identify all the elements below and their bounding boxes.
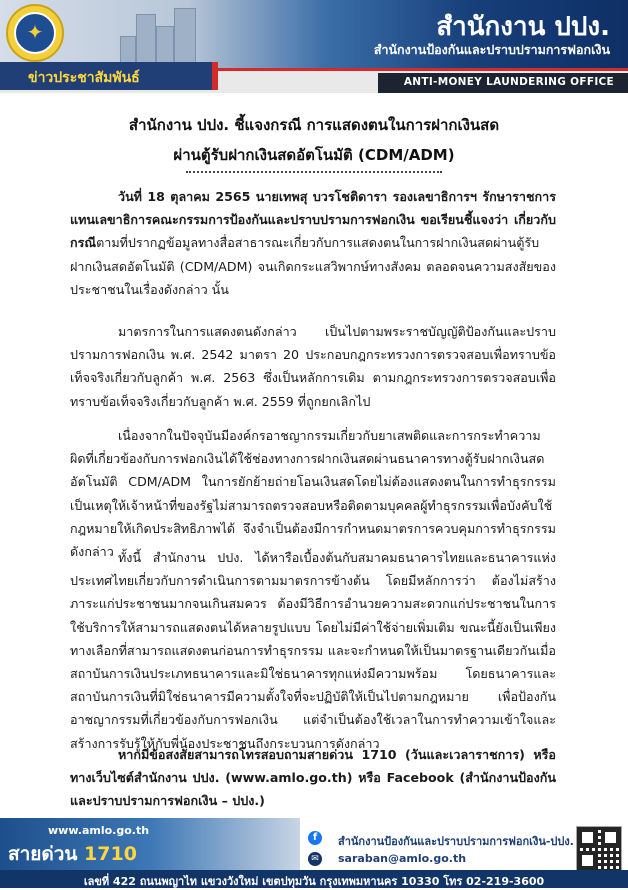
org-full-name: สำนักงานป้องกันและปราบปรามการฟอกเงิน — [373, 42, 610, 57]
article-title-line1: สำนักงาน ปปง. ชี้แจงกรณี การแสดงตนในการฝากเงินสด — [128, 116, 500, 134]
section-tab-label: ข่าวประชาสัมพันธ์ — [28, 70, 140, 86]
hotline-label: สายด่วน — [8, 843, 78, 865]
amlo-logo-icon: ✦ — [6, 4, 64, 62]
paragraph-3-body: เนื่องจากในปัจจุบันมีองค์กรอาชญากรรมเกี่ยวกับยาเสพติดและการกระทำความผิดที่เกี่ยวข้องกับการฟอกเงินได้ใช้ช่องทางการฝากเงินสดผ่านธนาคารทางตู้รับฝากเงินสดอัตโนมัติ CDM/ADM ในการยักย้ายถ่ายโอนเงินสดโดยไม่ต้องแสดงตนในการทำธุรกรรม เป็นเหตุให้เจ้าหน้าที่ของรัฐไม่สามารถตรวจสอบหรือติดตามบุคคลผู้ทำธุรกรรมเพื่อบังคับใช้กฎหมายให้เกิดประสิทธิภาพได้ จึงจำเป็นต้องมีการกำหนดมาตรการควบคุมการทำธุรกรรมดังกล่าว — [70, 428, 556, 560]
hotline — [8, 839, 137, 869]
website-link[interactable]: www.amlo.go.th — [48, 824, 150, 837]
paragraph-3 — [70, 424, 556, 563]
english-name-bar — [378, 73, 628, 93]
footer-contact-band — [0, 818, 300, 870]
english-name: ANTI-MONEY LAUNDERING OFFICE — [403, 76, 614, 88]
paragraph-4 — [70, 546, 556, 755]
paragraph-1-body: ตามที่ปรากฏข้อมูลทางสื่อสาธารณะเกี่ยวกับการแสดงตนในการฝากเงินสดผ่านตู้รับฝากเงินสดอัตโนมัติ (CDM/ADM) จนเกิดกระแสวิพากษ์ทางสังคม ตลอดจนความสงสัยของประชาชนในเรื่องดังกล่าว นั้น — [70, 235, 556, 297]
title-separator — [186, 171, 442, 173]
paragraph-1 — [70, 185, 556, 301]
facebook-link[interactable]: สำนักงานป้องกันและปราบปรามการฟอกเงิน-ปปง. — [338, 835, 574, 848]
email-link[interactable]: saraban@amlo.go.th — [338, 852, 467, 865]
paragraph-2 — [70, 320, 556, 413]
section-tab — [0, 62, 218, 90]
facebook-icon: f — [308, 831, 322, 845]
org-name: สำนักงาน ปปง. — [436, 12, 610, 42]
building-graphic — [120, 8, 200, 68]
footer — [0, 818, 628, 888]
paragraph-1-lead: วันที่ 18 ตุลาคม 2565 นายเทพสุ บวรโชติดารา รองเลขาธิการฯ รักษาราชการแทนเลขาธิการคณะกรรมการป้องกันและปราบปรามการฟอกเงิน ขอเรียนชี้แจงว่า เกี่ยวกับกรณี — [70, 189, 556, 251]
paragraph-2-body: มาตรการในการแสดงตนดังกล่าว เป็นไปตามพระราชบัญญัติป้องกันและปราบปรามการฟอกเงิน พ.ศ. 2542 มาตรา 20 ประกอบกฎกระทรวงการตรวจสอบเพื่อทราบข้อเท็จจริงเกี่ยวกับลูกค้า พ.ศ. 2563 ซึ่งเป็นหลักการเดิม ตามกฎกระทรวงการตรวจสอบเพื่อทราบข้อเท็จจริงเกี่ยวกับลูกค้า พ.ศ. 2559 ที่ถูกยกเลิกไป — [70, 324, 556, 409]
qr-code-icon — [576, 826, 622, 872]
header — [0, 0, 628, 96]
email-icon: ✉ — [308, 852, 322, 866]
paragraph-5 — [70, 743, 556, 813]
address: เลขที่ 422 ถนนพญาไท แขวงวังใหม่ เขตปทุมวัน กรุงเทพมหานคร 10330 โทร 02-219-3600 — [83, 875, 545, 888]
hotline-number: 1710 — [84, 843, 137, 865]
article-title-line2: ผ่านตู้รับฝากเงินสดอัตโนมัติ (CDM/ADM) — [173, 146, 455, 164]
paragraph-5-body: หากมีข้อสงสัยสามารถโทรสอบถามสายด่วน 1710 (วันและเวลาราชการ) หรือทางเว็บไซต์สำนักงาน ปปง. (www.amlo.go.th) หรือ Facebook (สำนักงานป้องกันและปราบปรามการฟอกเงิน – ปปง.) — [70, 747, 556, 809]
paragraph-4-body: ทั้งนี้ สำนักงาน ปปง. ได้หารือเบื้องต้นกับสมาคมธนาคารไทยและธนาคารแห่งประเทศไทยเกี่ยวกับการดำเนินการตามมาตรการข้างต้น โดยมีหลักการว่า ต้องไม่สร้างภาระแก่ประชาชนมากจนเกินสมควร ต้องมีวิธีการอำนวยความสะดวกแก่ประชาชนในการใช้บริการให้สามารถแสดงตนได้หลายรูปแบบ โดยไม่มีค่าใช้จ่ายเพิ่มเติม ขณะนี้ยังเป็นเพียงทางเลือกที่สามารถแสดงตนก่อนการทำธุรกรรม และจะกำหนดให้เป็นมาตรฐานเดียวกันเมื่อสถาบันการเงินประเภทธนาคารและมิใช่ธนาคารทุกแห่งมีความพร้อม โดยธนาคารและสถาบันการเงินที่มิใช่ธนาคารมีความตั้งใจที่จะปฏิบัติให้เป็นไปตามกฎหมาย เพื่อป้องกันอาชญากรรมที่เกี่ยวข้องกับการฟอกเงิน แต่จำเป็นต้องใช้เวลาในการทำความเข้าใจและสร้างการรับรู้ให้กับพี่น้องประชาชนถึงกระบวนการดังกล่าว — [70, 550, 556, 751]
